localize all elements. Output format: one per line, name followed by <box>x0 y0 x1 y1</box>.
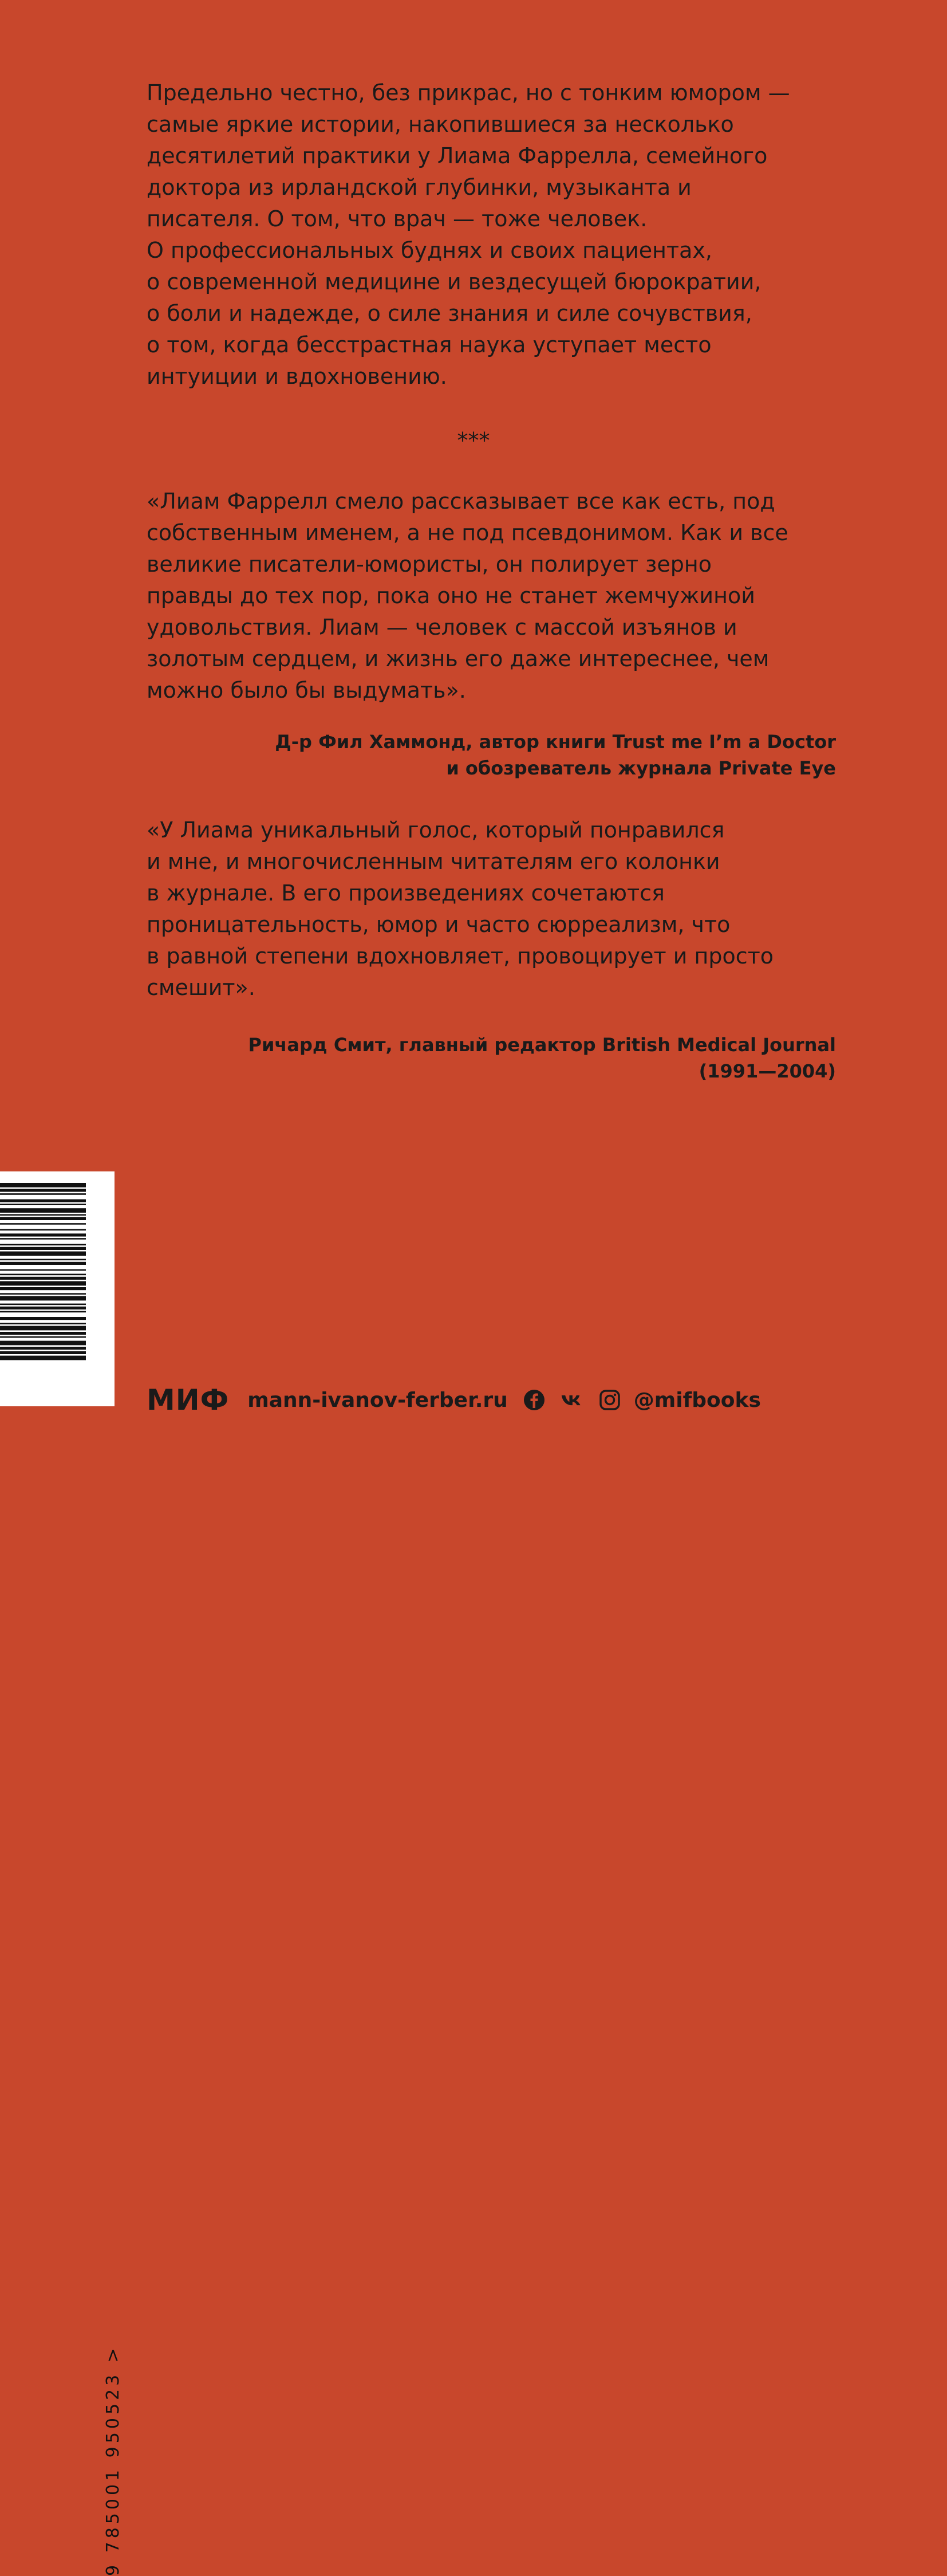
barcode-bar <box>0 1262 86 1265</box>
barcode-bar <box>0 1296 86 1301</box>
barcode-bar <box>0 1356 86 1360</box>
isbn-barcode <box>0 1171 123 2576</box>
quote-1-attribution <box>275 729 836 781</box>
quote-line: удовольствия. Лиам — человек с массой изъянов и <box>147 615 737 640</box>
quote-2 <box>147 815 774 1004</box>
description-line: о том, когда бесстрастная наука уступает место <box>147 332 712 357</box>
barcode-bar <box>0 1351 86 1354</box>
description-line: самые яркие истории, накопившиеся за несколько <box>147 112 734 137</box>
barcode-bar <box>0 1317 86 1320</box>
barcode-bar <box>0 1189 86 1191</box>
barcode-bar <box>0 1204 86 1205</box>
barcode-bar <box>0 1229 86 1231</box>
instagram-icon[interactable] <box>598 1389 621 1411</box>
publisher-logo: МИФ <box>147 1383 230 1417</box>
publisher-footer <box>147 1381 761 1419</box>
isbn-digits: 9 785001 950523 > <box>103 2345 123 2576</box>
facebook-icon[interactable] <box>523 1389 546 1411</box>
barcode-bar <box>0 1259 86 1261</box>
quote-line: в журнале. В его произведениях сочетаются <box>147 880 665 906</box>
description-line: десятилетий практики у Лиама Фаррелла, семейного <box>147 143 768 168</box>
barcode-bar <box>0 1326 86 1331</box>
quote-line: проницательность, юмор и часто сюрреализм, что <box>147 912 731 937</box>
vk-icon[interactable] <box>561 1389 583 1411</box>
barcode-bar <box>0 1323 86 1324</box>
quote-line: и мне, и многочисленным читателям его колонки <box>147 849 720 874</box>
description-line: о современной медицине и вездесущей бюрократии, <box>147 269 761 294</box>
attribution-line: Ричард Смит, главный редактор British Medical Journal <box>248 1034 836 1056</box>
barcode-bar <box>0 1287 86 1290</box>
quote-line: можно было бы выдумать». <box>147 678 466 703</box>
barcode-bar <box>0 1304 86 1305</box>
barcode-bar <box>0 1311 86 1313</box>
description-line: Предельно честно, без прикрас, но с тонким юмором — <box>147 80 790 105</box>
barcode-bar <box>0 1217 86 1220</box>
quote-line: смешит». <box>147 975 255 1000</box>
barcode-bar <box>0 1183 86 1187</box>
section-separator: *** <box>457 428 490 453</box>
description-line: О профессиональных буднях и своих пациентах, <box>147 238 712 263</box>
quote-line: «У Лиама уникальный голос, который понравился <box>147 817 725 843</box>
quote-line: «Лиам Фаррелл смело рассказывает все как есть, под <box>147 489 775 514</box>
quote-1 <box>147 486 788 706</box>
quote-line: собственным именем, а не под псевдонимом. Как и все <box>147 520 788 545</box>
description-line: доктора из ирландской глубинки, музыканта и <box>147 175 692 200</box>
description-paragraph <box>147 77 790 392</box>
barcode-bar <box>0 1277 86 1280</box>
quote-2-attribution <box>248 1032 836 1084</box>
quote-line: великие писатели-юмористы, он полирует зерно <box>147 552 712 577</box>
attribution-line: и обозреватель журнала Private Eye <box>446 757 836 779</box>
barcode-bar <box>0 1332 86 1335</box>
quote-line: в равной степени вдохновляет, провоцирует и просто <box>147 943 774 969</box>
barcode-bar <box>0 1252 86 1256</box>
barcode-bar <box>0 1281 86 1286</box>
barcode-bar <box>0 1247 86 1250</box>
quote-line: золотым сердцем, и жизнь его даже интереснее, чем <box>147 646 770 671</box>
description-line: интуиции и вдохновению. <box>147 364 447 389</box>
social-handle[interactable]: @mifbooks <box>633 1388 761 1412</box>
barcode-bar <box>0 1233 86 1236</box>
description-line: о боли и надежде, о силе знания и силе сочувствия, <box>147 301 752 326</box>
quote-line: правды до тех пор, пока оно не станет жемчужиной <box>147 583 755 608</box>
barcode-bar <box>0 1307 86 1309</box>
attribution-line: Д-р Фил Хаммонд, автор книги Trust me I’m a Doctor <box>275 731 836 753</box>
barcode-bars <box>0 1171 86 1406</box>
barcode-bar <box>0 1223 86 1225</box>
barcode-bar <box>0 1208 86 1213</box>
barcode-bar <box>0 1238 86 1240</box>
barcode-bar <box>0 1193 86 1195</box>
barcode-bar <box>0 1336 86 1338</box>
attribution-line: (1991—2004) <box>699 1060 836 1082</box>
barcode-bar <box>0 1244 86 1246</box>
barcode-bar <box>0 1199 86 1202</box>
barcode-bar <box>0 1269 86 1271</box>
website-link[interactable]: mann-ivanov-ferber.ru <box>247 1388 508 1412</box>
barcode-bar <box>0 1341 86 1346</box>
barcode-bar <box>0 1274 86 1276</box>
barcode-bar <box>0 1347 86 1350</box>
barcode-bar <box>0 1293 86 1295</box>
description-line: писателя. О том, что врач — тоже человек. <box>147 206 648 231</box>
barcode-bar <box>0 1214 86 1216</box>
